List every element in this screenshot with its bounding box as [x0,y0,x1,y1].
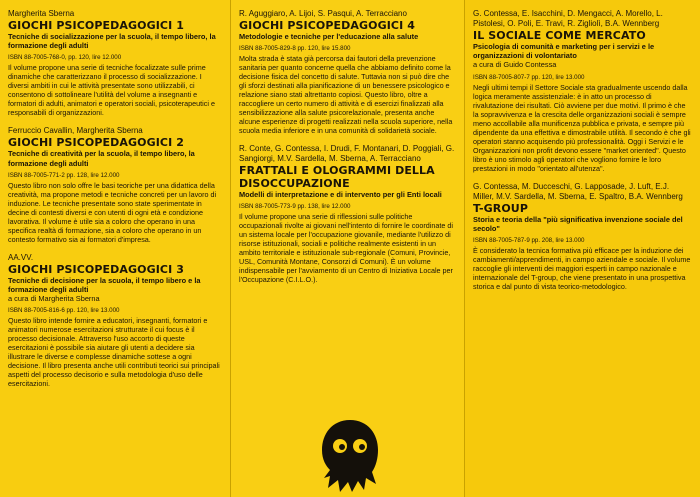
book-authors: Margherita Sberna [8,9,75,18]
book-description: Molta strada è stata già percorsa dai fautori della prevenzione sanitaria per quanto concerne quella che abbiamo definito come la decisione fisica del concetto di salute. Tuttavia non si può dire che gli sforzi destinati alla pianificazione di un benessere psicologico e relazione siano stati altrettanto copiosi. Questo libro, oltre a raccogliere un certo numero di attività e di esercizi finalizzati alla sensibilizzazione alla salute psicorelazionale, presenta anche alcune esperienze di progetti realizzati nella scuola superiore, nella scuola media inferiore e in una comunità di solidarietà sociale. [239,54,453,136]
book-subtitle: Storia e teoria della "più significativa invenzione sociale del secolo" [473,214,683,233]
book-title: FRATTALI E OLOGRAMMI DELLA DISOCCUPAZIONE [239,164,435,191]
book-isbn: ISBN 88-7005-787-9 pp. 208, lire 13.000 [473,237,585,245]
book-isbn: ISBN 88-7005-768-0, pp. 120, lire 12.000 [8,54,122,62]
book-entry [473,9,692,173]
book-description: Questo libro non solo offre le basi teoriche per una didattica della creatività, ma propone metodi e tecniche concreti per un lavoro di induzione. Le tecniche presentate sono state sperimentate in decine di contesti diversi e con utenti di ogni età e condizione lavorativa. Il volume è utile sia a coloro che operano in una specifica realtà di formazione, sia a coloro che operano in un contesto formativo sia ai formatori d'impresa. [8,180,217,244]
book-description: Il volume propone una serie di tecniche focalizzate sulle prime dinamiche che caratterizzano il processo di socializzazione. I diversi ambiti in cui le attività presentate sono utilizzabili, ci consentono di sottolineare l'utilità del volume a insegnanti e formatori di adulti, animatori e operatori sociali, psicoterapeutici e responsabili di organizzazioni. [8,63,215,118]
book-isbn: ISBN 88-7005-773-9 pp. 138, lire 12.000 [239,203,351,211]
book-entry [8,126,222,243]
book-subtitle: Tecniche di decisione per la scuola, il tempo libero e la formazione degli adulti [8,275,201,295]
book-title: IL SOCIALE COME MERCATO [473,29,646,42]
book-subtitle: Modelli di interpretazione e di intervento per gli Enti locali [239,190,442,200]
ghost-mascot-icon [318,418,382,494]
column-left [0,0,230,497]
book-entry [239,144,456,284]
book-authors: G. Contessa, M. Ducceschi, G. Lapposade, J. Luft, E.J. Miller, M.V. Sardella, M. Sberna, E. Spaltro, B.A. Wennberg [473,181,683,201]
book-subtitle: Psicologia di comunità e marketing per i servizi e le organizzazioni di volontariato [473,42,655,61]
book-title: GIOCHI PSICOPEDAGOGICI 3 [8,262,184,276]
book-description: Negli ultimi tempi il Settore Sociale sta gradualmente uscendo dalla logica meramente assistenziale: è in atto un processo di rivalutazione dei risultati. Ciò avviene per due motivi. Il primo è che la sopravvivenza e la crescita delle organizzazioni sociali è sempre meno accollabile alla munificenza pubblica e privata, e sempre più dipendente da una effettiva e dimostrabile utilità. Il secondo è che gli operatori stanno acquisendo più professionalità. Oggi i Servizi e le Organizzazioni non profit devono essere "market oriented". Questo libro è uno stimolo agli operatori che vogliono fornire le loro prestazioni in modo "orientato all'utenza". [473,82,691,173]
book-entry [473,182,692,291]
book-curator: a cura di Guido Contessa [473,60,557,70]
book-authors: R. Conte, G. Contessa, I. Drudi, F. Montanari, D. Poggiali, G. Sangiorgi, M.V. Sardella, M. Sberna, A. Terracciano [239,144,455,164]
book-description: È considerato la tecnica formativa più efficace per la induzione dei cambiamenti/apprendimenti, in campo aziendale e sociale. Il volume raccoglie gli interventi dei maggiori esperti in campo nazionale e internazionale del T-group, che viene presentato in una prospettiva storica e dal punto di vista teorico-metodologico. [473,246,691,292]
book-entry [239,9,456,135]
book-subtitle: Metodologie e tecniche per l'educazione alla salute [239,32,419,41]
book-description: Il volume propone una serie di riflessioni sulle politiche occupazionali rivolte ai giovani nell'intento di fornire le coordinate di un sistema locale per l'occupazione giovanile, mediante l'utilizzo di risorse istituzionali, sociali e politiche realmente esistenti in un ambito territoriale e istituzionale sub-regionale (Comuni, Provincie, USL, Comunità Montane, Consorzi di Comuni). È un volume indispensabile per l'avviamento di un Centro di Iniziativa Locale per l'Occupazione (C.I.L.O.). [239,212,453,285]
book-isbn: ISBN 88-7005-829-8 pp. 120, lire 15.800 [239,45,351,53]
book-title: GIOCHI PSICOPEDAGOGICI 4 [239,19,415,32]
book-authors: AA.VV. [8,252,34,262]
book-title: T-GROUP [473,201,528,215]
book-isbn: ISBN 88-7005-771-2 pp. 128, lire 12.000 [8,171,120,179]
column-right [465,0,700,497]
book-title: GIOCHI PSICOPEDAGOGICI 1 [8,19,184,32]
book-title: GIOCHI PSICOPEDAGOGICI 2 [8,136,184,150]
book-entry [8,9,222,117]
book-authors: G. Contessa, E. Isacchini, D. Mengacci, A. Morello, L. Pistolesi, O. Poli, E. Travi, R. Zigliolì, B.A. Wennberg [473,9,663,28]
book-entry [8,253,222,389]
book-curator: a cura di Margherita Sberna [8,294,100,304]
book-authors: R. Aguggiaro, A. Lijoi, S. Pasqui, A. Terracciano [239,9,407,18]
book-subtitle: Tecniche di creatività per la scuola, il tempo libero, la formazione degli adulti [8,149,195,168]
book-isbn: ISBN 88-7005-807-7 pp. 120, lire 13.000 [473,73,585,81]
book-isbn: ISBN 88-7005-816-6 pp. 120, lire 13.000 [8,307,120,315]
book-authors: Ferruccio Cavallin, Margherita Sberna [8,126,143,136]
book-description: Questo libro intende fornire a educatori, insegnanti, formatori e animatori numerose esercitazioni strutturate il cui focus è il processo decisionale. Attraverso l'uso accorto di queste esercitazioni è possibile sia aiutare gli utenti a decidere sia illustrare le diverse e complesse dinamiche sottese a ogni decisione. Il libro presenta anche utili contributi teorici sui principali aspetti del processo decisorio e sulla metodologia d'uso delle esercitazioni. [8,316,220,389]
book-subtitle: Tecniche di socializzazione per la scuola, il tempo libero, la formazione degli adulti [8,32,216,51]
